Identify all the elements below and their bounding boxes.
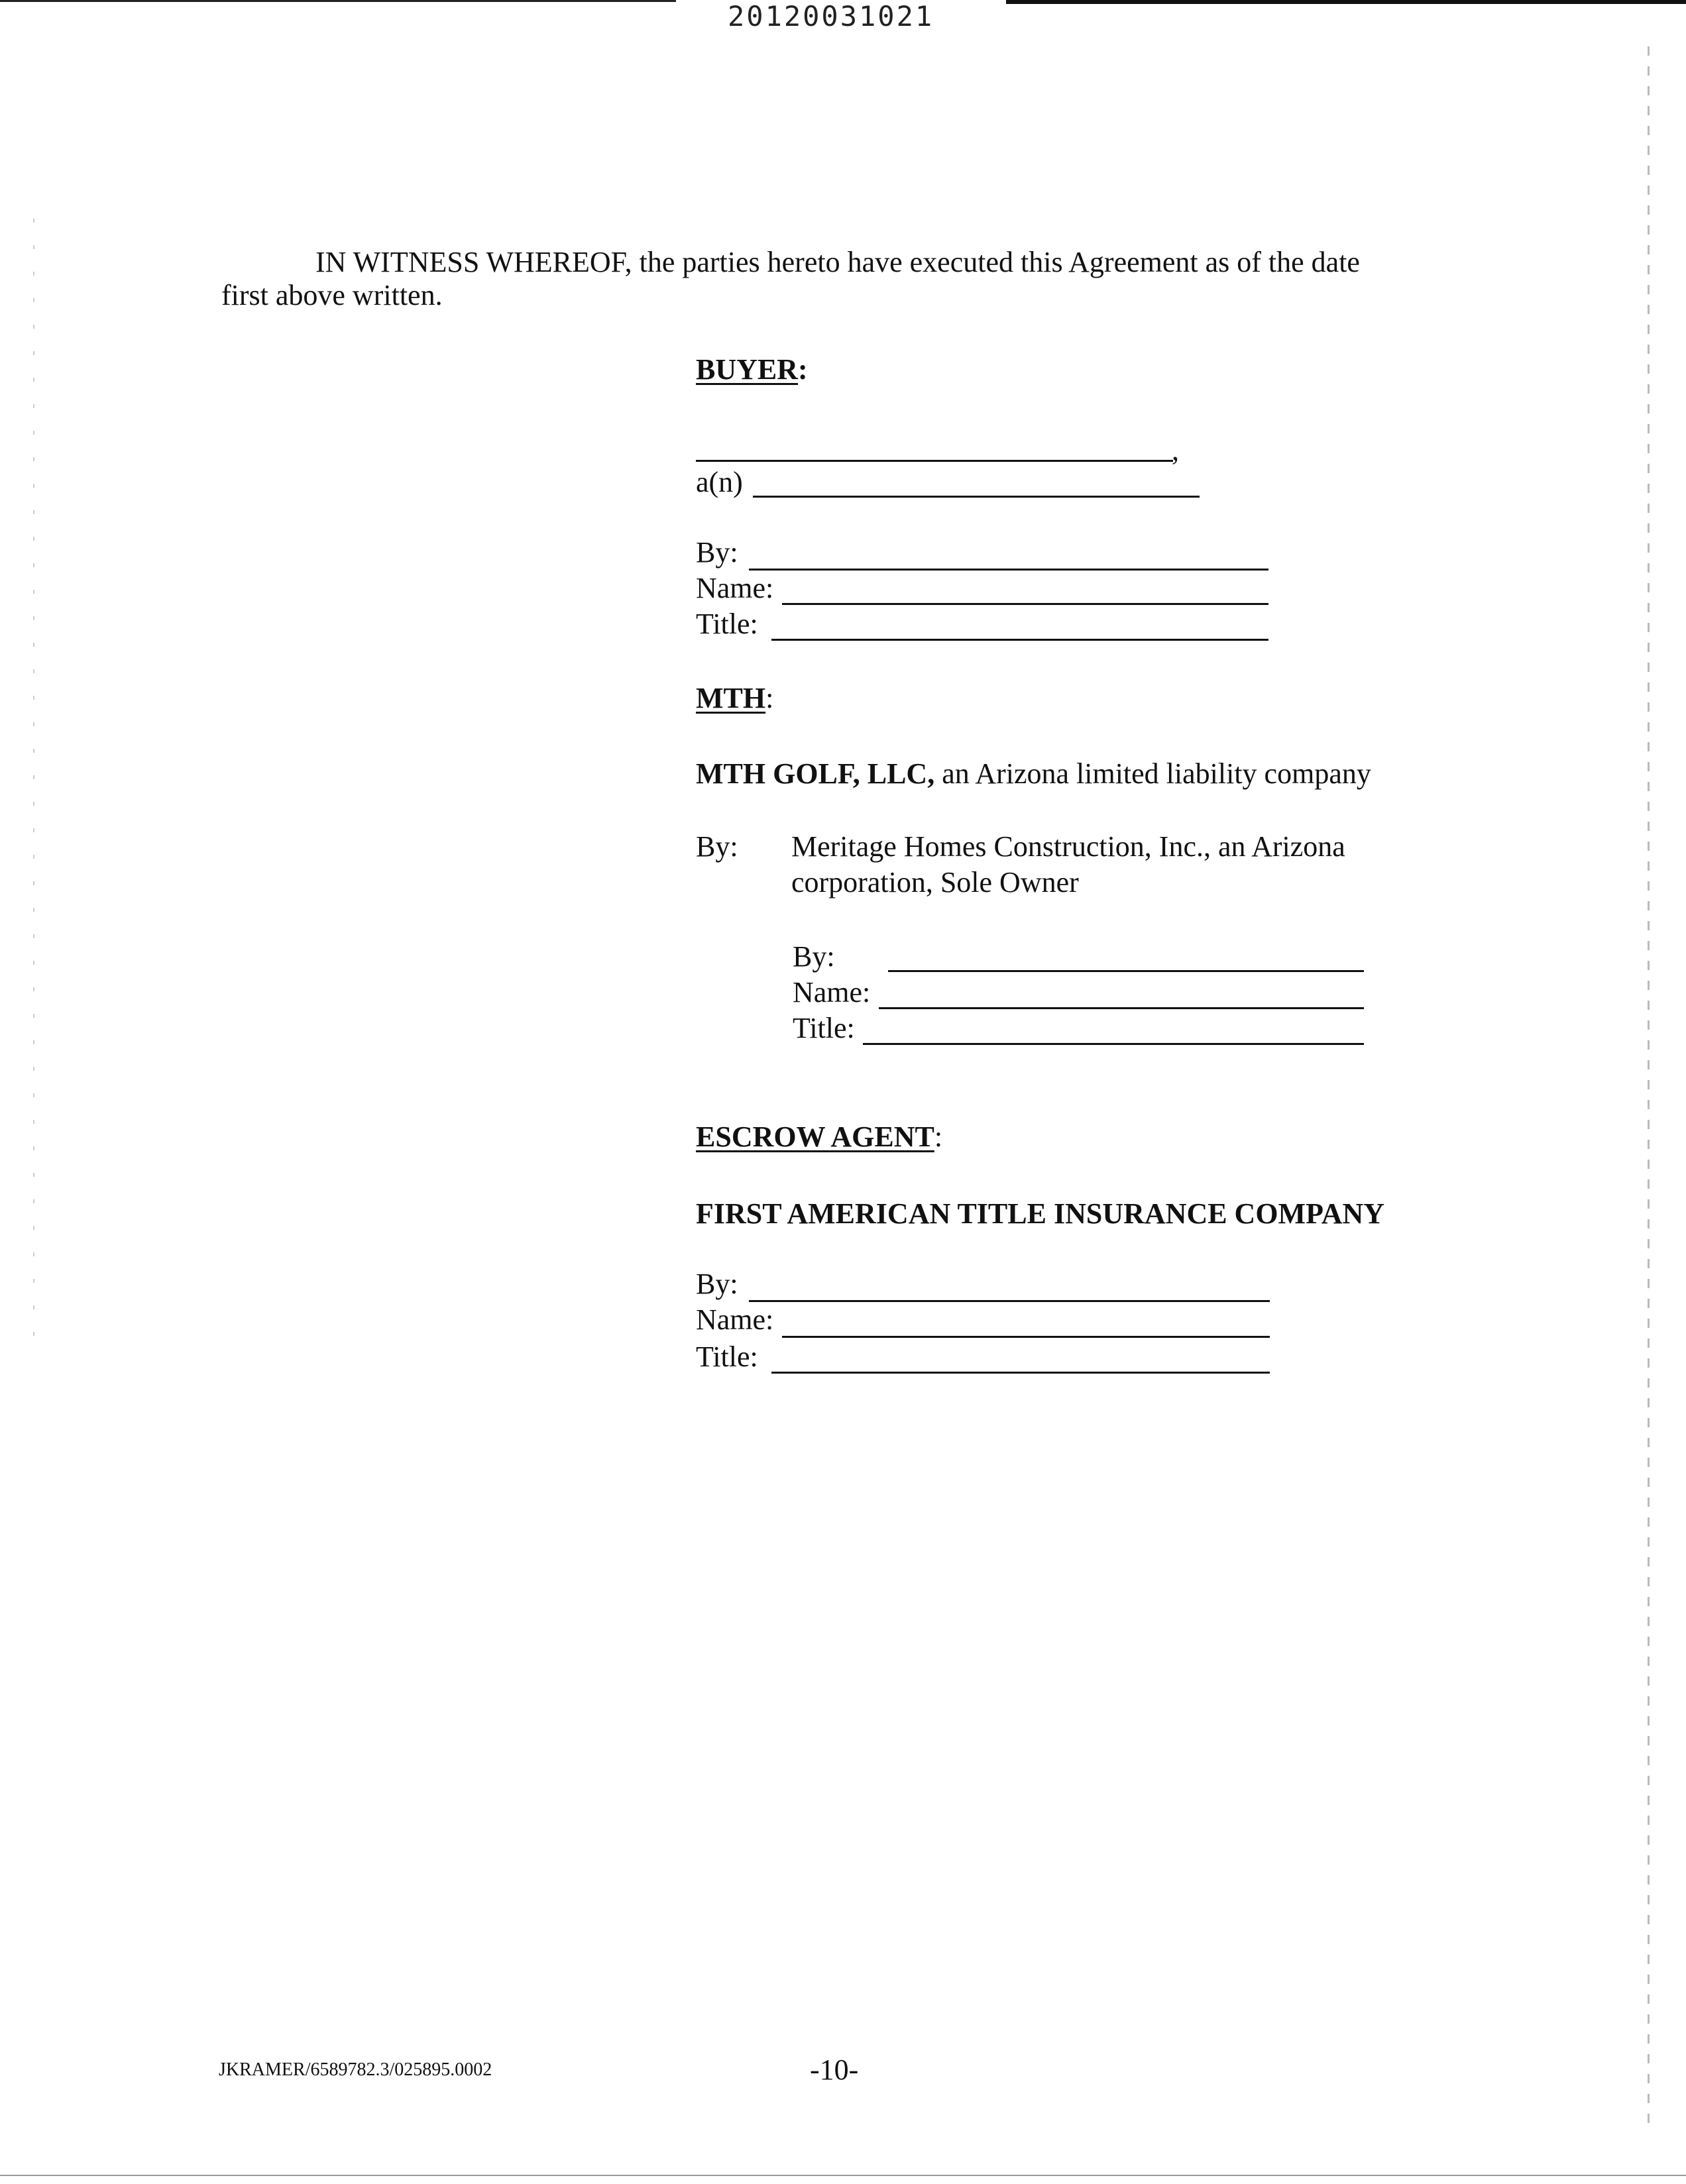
escrow-by-label: By: — [696, 1268, 738, 1300]
buyer-entity-prefix: a(n) — [696, 466, 743, 498]
mth-by-signature-line[interactable] — [888, 970, 1364, 972]
mth-heading: MTH: — [696, 682, 774, 714]
escrow-company-name: FIRST AMERICAN TITLE INSURANCE COMPANY — [696, 1197, 1385, 1230]
footer-doc-id: JKRAMER/6589782.3/025895.0002 — [219, 2059, 492, 2080]
buyer-title-label: Title: — [696, 608, 758, 640]
buyer-title-line[interactable] — [771, 639, 1268, 641]
mth-by-line-2: corporation, Sole Owner — [791, 866, 1079, 899]
mth-company-line — [696, 757, 1371, 791]
buyer-entity-type-line[interactable] — [753, 496, 1200, 498]
mth-by-line-1: Meritage Homes Construction, Inc., an Arizona — [791, 830, 1345, 863]
buyer-name-line[interactable] — [782, 603, 1268, 605]
mth-by-label: By: — [696, 830, 738, 863]
escrow-name-line[interactable] — [782, 1336, 1270, 1338]
mth-company-desc: an Arizona limited liability company — [942, 757, 1371, 790]
buyer-entity-name-line[interactable] — [696, 460, 1173, 462]
mth-title-line[interactable] — [863, 1043, 1364, 1045]
buyer-heading: BUYER: — [696, 353, 808, 386]
witness-line-1: IN WITNESS WHEREOF, the parties hereto have executed this Agreement as of the date — [315, 246, 1360, 278]
mth-name-line[interactable] — [879, 1007, 1364, 1009]
recording-number: 20120031021 — [728, 0, 934, 32]
buyer-comma: , — [1172, 434, 1179, 466]
page-number: -10- — [810, 2053, 859, 2086]
bottom-border — [0, 2175, 1686, 2176]
top-border-right — [1006, 0, 1686, 4]
buyer-by-signature-line[interactable] — [749, 569, 1268, 571]
witness-line-2: first above written. — [221, 279, 443, 311]
buyer-name-label: Name: — [696, 572, 774, 604]
escrow-heading: ESCROW AGENT: — [696, 1120, 943, 1153]
escrow-name-label: Name: — [696, 1303, 774, 1336]
top-border-left — [0, 0, 676, 2]
escrow-title-label: Title: — [696, 1340, 758, 1373]
escrow-by-signature-line[interactable] — [749, 1300, 1270, 1302]
escrow-title-line[interactable] — [771, 1372, 1270, 1374]
mth-sub-name-label: Name: — [793, 976, 871, 1009]
mth-sub-title-label: Title: — [793, 1012, 855, 1044]
mth-company-name: MTH GOLF, LLC, — [696, 757, 935, 790]
buyer-by-label: By: — [696, 536, 738, 569]
page-edge-left — [33, 219, 34, 1345]
mth-sub-by-label: By: — [793, 940, 835, 973]
page-edge-right — [1648, 46, 1650, 2127]
